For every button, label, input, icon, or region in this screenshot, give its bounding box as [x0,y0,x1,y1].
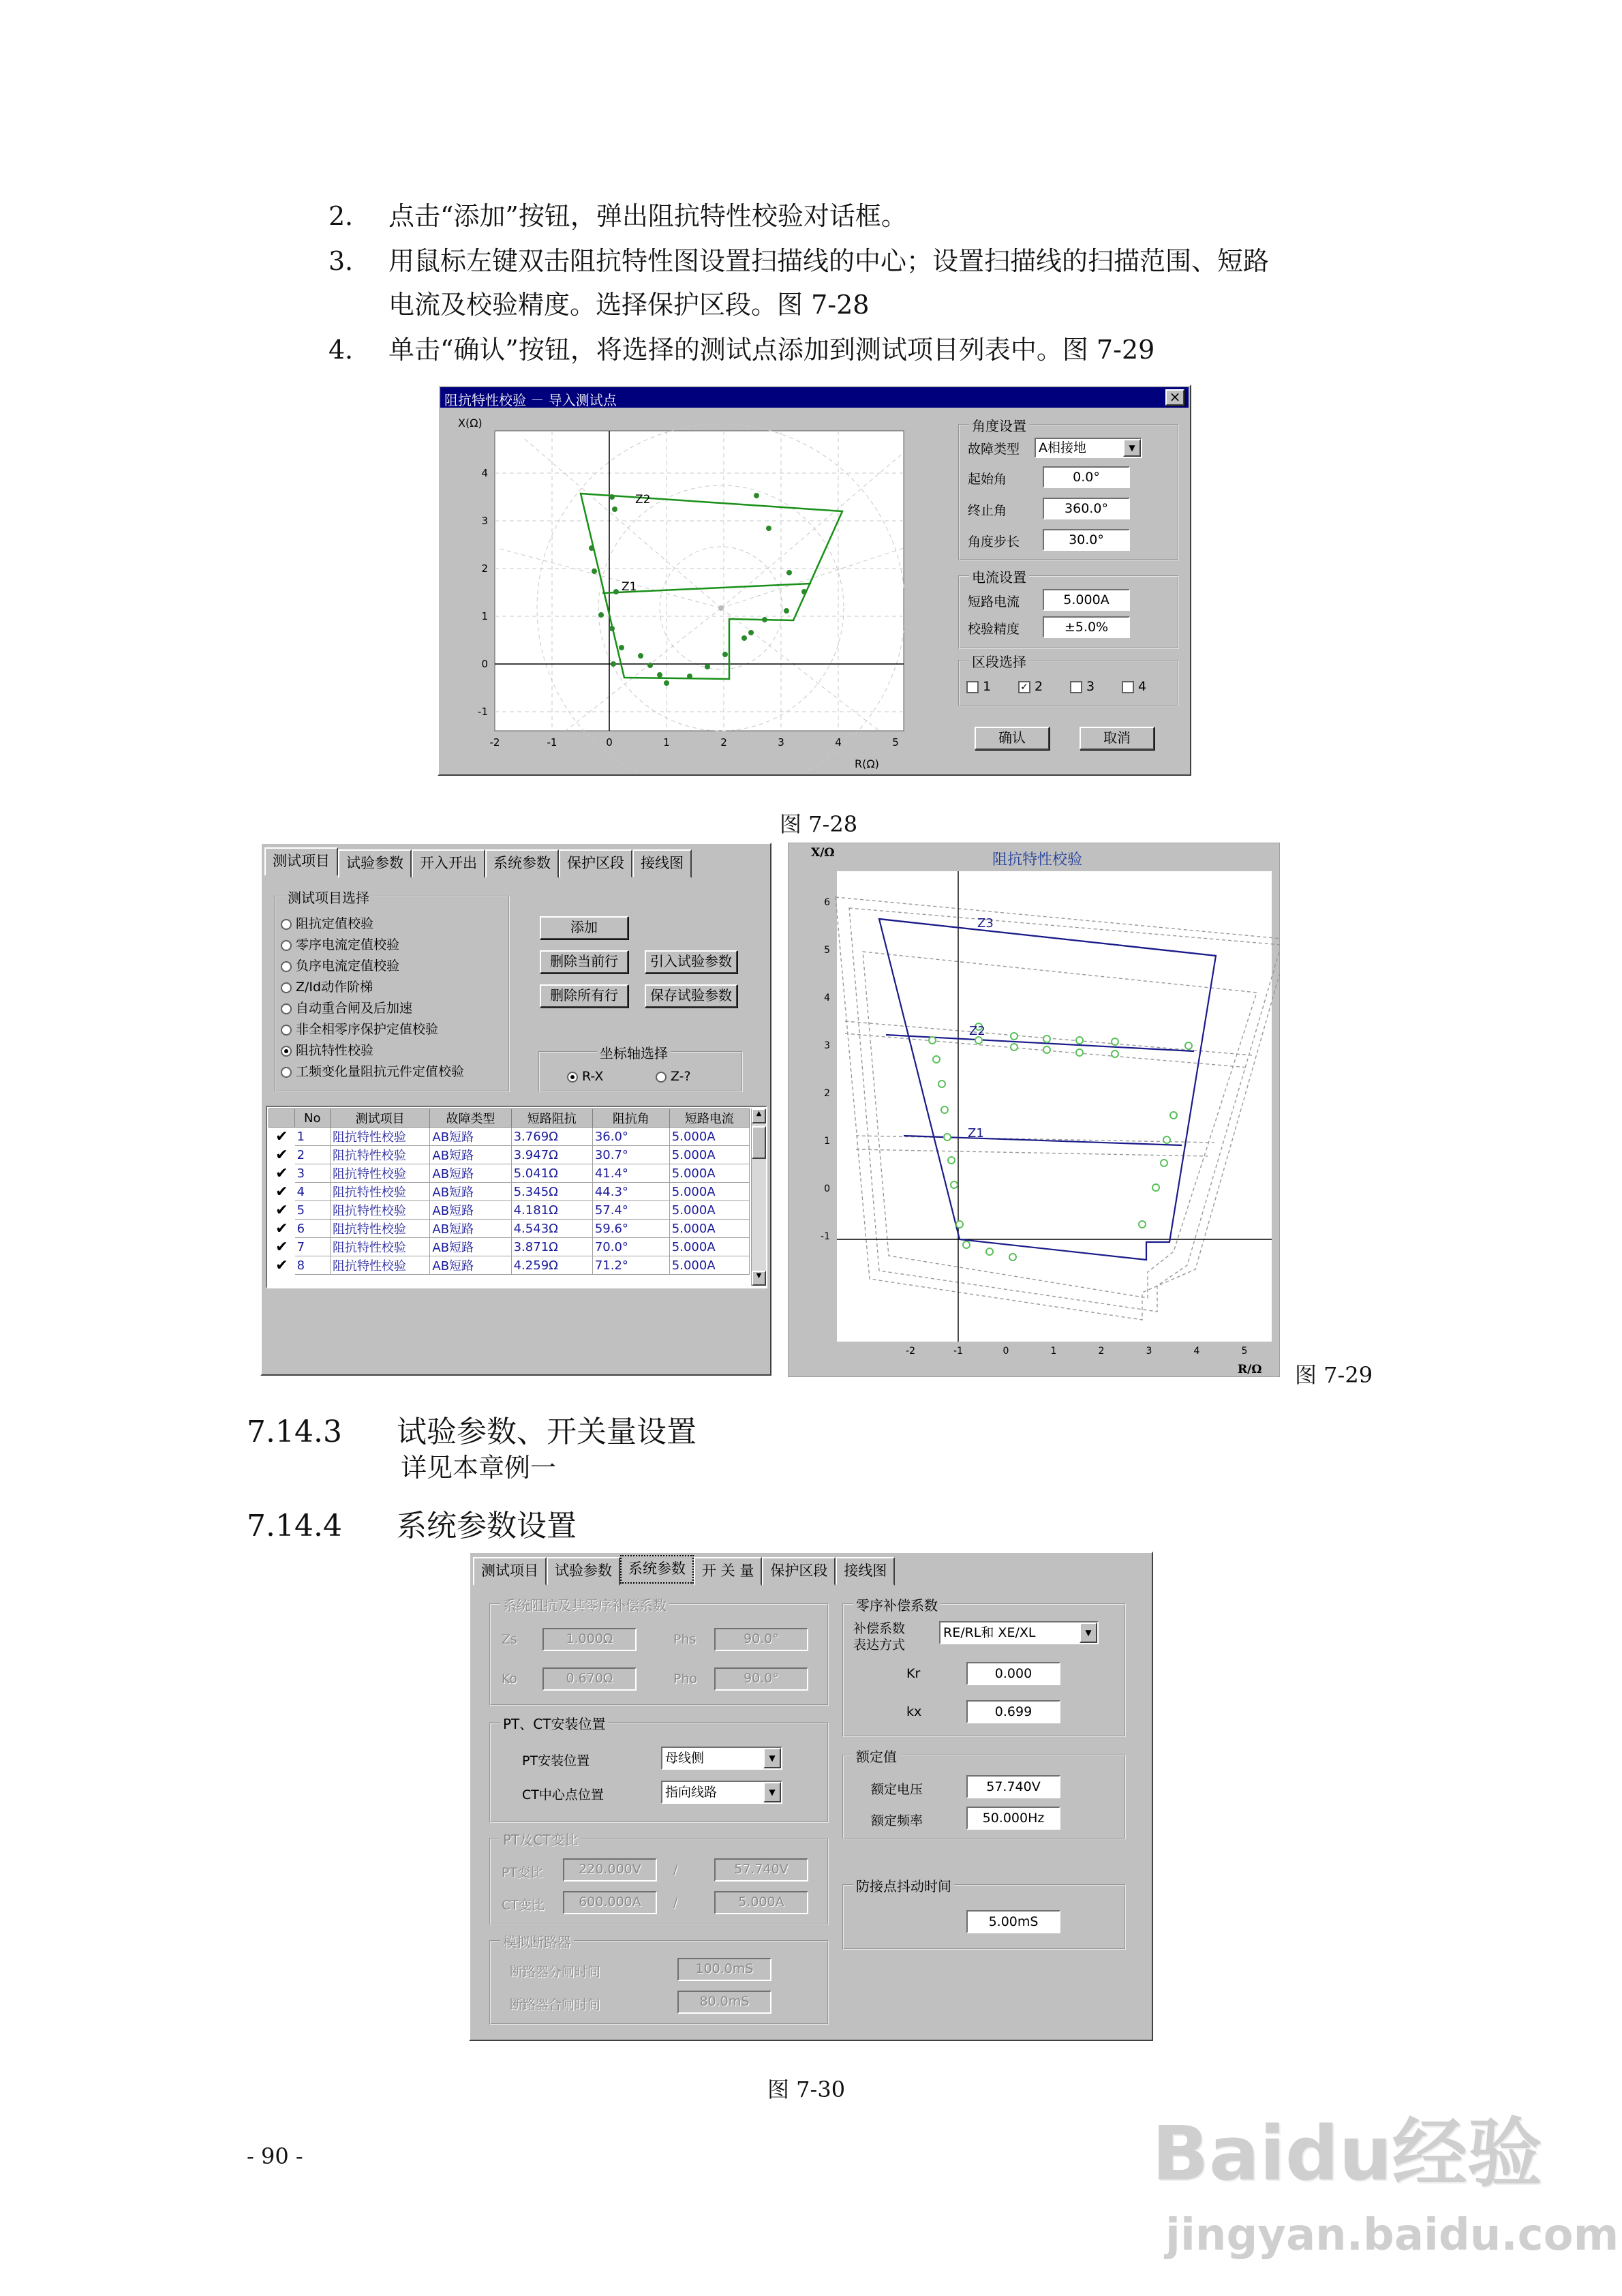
col-no[interactable]: No [294,1109,330,1128]
start-angle-input[interactable]: 0.0° [1043,466,1130,488]
table-cell: 4.259Ω [511,1256,592,1275]
tab-switches[interactable]: 开 关 量 [694,1557,762,1586]
table-cell: 4.543Ω [511,1220,592,1238]
tab-system-params[interactable]: 系统参数 [620,1555,694,1584]
expr-label-line1: 补偿系数 [853,1621,906,1636]
phs-input[interactable]: 90.0° [714,1628,808,1651]
radio-selected-icon [567,1072,578,1083]
fig30-tabs [473,1557,895,1586]
table-cell: AB短路 [430,1256,511,1275]
x-tick-label: 0 [1003,1346,1009,1357]
y-tick-label: 1 [824,1136,830,1147]
end-angle-label: 终止角 [968,503,1007,518]
test-item-group: 测试项目选择 阻抗定值校验 零序电流定值校验 负序电流定值校验 Z/Id动作阶梯 自动重合闸及后加速 非全相零序保护定值校验 阻抗特性校验 工频变化量阻抗元件定值校验 [274,896,510,1092]
table-cell: 71.2° [592,1256,669,1275]
col-impedance[interactable]: 短路阻抗 [511,1109,592,1128]
row-check-icon[interactable]: ✔ [269,1238,295,1256]
table-cell: 阻抗特性校验 [330,1220,429,1238]
pt-position-label: PT安装位置 [522,1753,590,1768]
fig28-x-axis-label: R(Ω) [855,757,879,770]
close-icon[interactable]: × [1165,389,1184,406]
col-fault[interactable]: 故障类型 [430,1109,511,1128]
ct-ratio-label: CT变比 [502,1898,545,1913]
table-cell: 阻抗特性校验 [330,1183,429,1201]
col-item[interactable]: 测试项目 [330,1109,429,1128]
pho-label: Pho [673,1672,698,1687]
tab-system-params[interactable]: 系统参数 [485,849,559,878]
fig29-tabs [264,849,692,878]
step-3: 3． 用鼠标左键双击阻抗特性图设置扫描线的中心；设置扫描线的扫描范围、短路 [328,246,1270,276]
start-angle-label: 起始角 [968,472,1007,487]
baidu-watermark-url: jingyan.baidu.com [1165,2210,1619,2261]
y-tick-label: 1 [481,610,488,622]
table-cell: 4 [294,1183,330,1201]
section-checkbox-3[interactable]: 3 [1070,679,1095,694]
fig29-zone-label-z2: Z2 [969,1024,985,1038]
fig29-chart-title: 阻抗特性校验 [992,851,1083,868]
x-tick-label: -2 [489,736,500,749]
tab-wiring[interactable]: 接线图 [836,1557,895,1586]
zs-label: Zs [502,1632,517,1647]
pt-position-select[interactable]: 母线侧 ▼ [661,1747,782,1770]
y-tick-label: 2 [824,1088,830,1099]
y-tick-label: 2 [481,562,488,575]
test-item-table [269,1108,750,1275]
confirm-button[interactable]: 确认 [975,727,1050,750]
fig28-y-axis-label: X(Ω) [458,417,483,429]
x-tick-label: 2 [720,736,727,749]
table-cell: 3.871Ω [511,1238,592,1256]
dialog-titlebar [440,387,1189,408]
rated-voltage-label: 额定电压 [871,1782,923,1797]
tab-test-params[interactable]: 试验参数 [338,849,412,878]
rated-frequency-input[interactable]: 50.000Hz [966,1807,1060,1830]
table-cell: 5.000A [669,1164,749,1183]
table-cell: 36.0° [592,1128,669,1146]
table-cell: 1 [294,1128,330,1146]
y-tick-label: 4 [824,993,830,1003]
ct-position-select[interactable]: 指向线路 ▼ [661,1781,782,1804]
rated-values-group: 额定值 额定电压 57.740V 额定频率 50.000Hz [842,1755,1126,1839]
rated-frequency-label: 额定频率 [871,1813,923,1828]
table-cell: 5 [294,1201,330,1220]
x-tick-label: 0 [606,736,613,749]
table-cell: AB短路 [430,1164,511,1183]
table-row[interactable] [269,1146,750,1164]
section-7-14-3: 7.14.3 试验参数、开关量设置 [247,1415,697,1449]
table-cell: 5.000A [669,1146,749,1164]
table-cell: 阻抗特性校验 [330,1128,429,1146]
row-check-icon[interactable]: ✔ [269,1201,295,1220]
fig28-zone-label-z2: Z2 [635,493,651,507]
table-row[interactable] [269,1128,750,1146]
table-scrollbar[interactable] [751,1108,766,1286]
axis-option-z[interactable]: Z-? [656,1069,691,1084]
precision-input[interactable]: ±5.0% [1043,616,1130,638]
ct-secondary-input[interactable]: 5.000A [714,1891,808,1914]
x-tick-label: -1 [547,736,557,749]
angle-step-input[interactable]: 30.0° [1043,529,1130,551]
row-check-icon[interactable]: ✔ [269,1128,295,1146]
kx-label: kx [906,1704,922,1719]
fig29-chart[interactable] [788,843,1280,1377]
table-row[interactable] [269,1256,750,1275]
checkbox-icon[interactable] [1122,681,1134,693]
table-row[interactable] [269,1183,750,1201]
expr-label-line2: 表达方式 [853,1637,906,1652]
system-params-panel [469,1552,1153,2041]
table-cell: 5.000A [669,1201,749,1220]
tab-protection-sections[interactable]: 保护区段 [762,1557,836,1586]
section-group: 区段选择 1 ✓ 2 3 4 [958,660,1179,706]
fig28-zone-label-z1: Z1 [622,580,637,594]
x-tick-label: 4 [1193,1346,1200,1357]
radio-icon [656,1072,667,1083]
option-zero-seq-current[interactable]: 零序电流定值校验 [281,935,399,953]
ko-input[interactable]: 0.670Ω [542,1667,637,1691]
fig28-plot[interactable] [443,412,909,773]
fig29-left-panel [260,843,771,1376]
pho-input[interactable]: 90.0° [714,1667,808,1691]
table-cell: 44.3° [592,1183,669,1201]
section-checkbox-2[interactable]: ✓ 2 [1018,679,1043,694]
ct-position-label: CT中心点位置 [522,1787,604,1802]
end-angle-input[interactable]: 360.0° [1043,498,1130,519]
fault-type-label: 故障类型 [968,442,1020,457]
table-cell: 阻抗特性校验 [330,1146,429,1164]
table-cell: 5.345Ω [511,1183,592,1201]
row-check-icon[interactable]: ✔ [269,1146,295,1164]
phs-label: Phs [673,1632,697,1647]
ct-primary-input[interactable]: 600.000A [563,1891,657,1914]
table-cell: 阻抗特性校验 [330,1201,429,1220]
step-3-continued: 电流及校验精度。选择保护区段。图 7-28 [388,290,870,320]
tab-io[interactable]: 开入开出 [412,849,485,878]
step-4: 4． 单击“确认”按钮，将选择的测试点添加到测试项目列表中。图 7-29 [328,335,1155,365]
angle-group: 角度设置 故障类型 A相接地 ▼ 起始角 0.0° 终止角 360.0° 角度步长 30.0° [958,424,1179,560]
table-cell: 7 [294,1238,330,1256]
y-tick-label: 4 [481,467,488,479]
x-tick-label: 3 [1146,1346,1152,1357]
table-cell: 阻抗特性校验 [330,1238,429,1256]
table-cell: 4.181Ω [511,1201,592,1220]
step-2: 2． 点击“添加”按钮，弹出阻抗特性校验对话框。 [328,201,907,231]
pt-primary-input[interactable]: 220.000V [563,1858,657,1882]
current-group: 电流设置 短路电流 5.000A 校验精度 ±5.0% [958,575,1179,649]
kr-label: Kr [906,1666,921,1681]
section-checkbox-4[interactable]: 4 [1122,679,1146,694]
table-cell: AB短路 [430,1183,511,1201]
impedance-dialog [438,384,1191,776]
pt-secondary-input[interactable]: 57.740V [714,1858,808,1882]
table-row[interactable] [269,1238,750,1256]
delete-all-rows-button[interactable]: 删除所有行 [540,984,628,1008]
section-checkbox-1[interactable]: 1 [966,679,991,694]
breaker-close-input[interactable]: 80.0mS [677,1991,771,2014]
kr-input[interactable]: 0.000 [966,1662,1060,1685]
radio-icon [281,919,292,930]
debounce-input[interactable]: 5.00mS [966,1910,1060,1933]
x-tick-label: 4 [835,736,842,749]
table-cell: 5.000A [669,1128,749,1146]
system-impedance-group: 系统阻抗及其零序补偿系数 Zs 1.000Ω Phs 90.0° Ko 0.670Ω Pho 90.0° [489,1603,829,1706]
table-cell: 6 [294,1220,330,1238]
pt-ratio-label: PT变比 [502,1865,544,1880]
scroll-thumb[interactable] [752,1126,766,1159]
fig30-caption: 图 7-30 [767,2076,846,2102]
option-impedance-setting[interactable]: 阻抗定值校验 [281,913,373,932]
angle-step-label: 角度步长 [968,534,1020,549]
radio-icon [281,1025,292,1036]
fault-type-select[interactable]: A相接地 ▼ [1035,438,1142,458]
table-cell: AB短路 [430,1220,511,1238]
radio-icon [281,961,292,972]
import-params-button[interactable]: 引入试验参数 [645,950,737,973]
table-cell: 2 [294,1146,330,1164]
radio-icon [281,940,292,951]
table-cell: 阻抗特性校验 [330,1256,429,1275]
y-tick-label: 0 [481,658,488,670]
breaker-group: 模拟断路器 断路器分闸时间 100.0mS 断路器合闸时间 80.0mS [489,1940,829,2025]
col-angle[interactable]: 阻抗角 [592,1109,669,1128]
fig29-zone-label-z1: Z1 [968,1126,984,1141]
table-cell: AB短路 [430,1201,511,1220]
fig29-x-axis-label: R/Ω [1238,1363,1262,1376]
y-tick-label: 3 [481,515,488,527]
ko-label: Ko [502,1672,518,1687]
section-7-14-4: 7.14.4 系统参数设置 [247,1509,577,1543]
ct-ratio-slash: / [673,1895,678,1910]
delete-current-row-button[interactable]: 删除当前行 [540,950,628,973]
radio-icon [281,1067,292,1078]
option-auto-reclose[interactable]: 自动重合闸及后加速 [281,998,412,1016]
scroll-down-icon[interactable]: ▼ [752,1271,766,1286]
radio-selected-icon [281,1046,292,1057]
row-check-icon[interactable]: ✔ [269,1183,295,1201]
table-cell: AB短路 [430,1238,511,1256]
x-tick-label: -1 [953,1346,963,1357]
chevron-down-icon[interactable]: ▼ [763,1782,781,1802]
x-tick-label: 5 [892,736,899,749]
table-cell: 57.4° [592,1201,669,1220]
table-cell: AB短路 [430,1128,511,1146]
short-current-label: 短路电流 [968,594,1020,609]
option-z-id-ladder[interactable]: Z/Id动作阶梯 [281,977,373,995]
row-check-icon[interactable]: ✔ [269,1220,295,1238]
tab-protection-sections[interactable]: 保护区段 [559,849,632,878]
checkbox-icon[interactable] [1070,681,1082,693]
table-cell: 5.000A [669,1220,749,1238]
breaker-open-input[interactable]: 100.0mS [677,1958,771,1981]
checkbox-icon[interactable] [966,681,979,693]
baidu-watermark-logo: Baidu经验 [1152,2110,1542,2197]
y-tick-label: 0 [824,1183,830,1194]
axis-option-rx[interactable]: R-X [567,1069,603,1084]
dialog-title: 阻抗特性校验 － 导入测试点 [444,392,617,408]
row-check-icon[interactable]: ✔ [269,1256,295,1275]
section-7-14-3-note: 详见本章例一 [401,1453,557,1483]
radio-icon [281,1003,292,1014]
table-cell: 5.041Ω [511,1164,592,1183]
debounce-group: 防接点抖动时间 5.00mS [842,1884,1126,1950]
table-row[interactable] [269,1220,750,1238]
zs-input[interactable]: 1.000Ω [542,1628,637,1651]
fig29-y-axis-label: X/Ω [811,846,835,860]
rated-voltage-input[interactable]: 57.740V [966,1775,1060,1798]
save-params-button[interactable]: 保存试验参数 [645,984,737,1008]
y-tick-label: 6 [824,897,830,908]
scroll-up-icon[interactable]: ▲ [752,1108,766,1123]
pt-ct-ratio-group: PT及CT变比 PT变比 220.000V / 57.740V CT变比 600.000A / 5.000A [489,1838,829,1925]
x-tick-label: 2 [1098,1346,1105,1357]
option-neg-seq-current[interactable]: 负序电流定值校验 [281,956,399,974]
x-tick-label: 5 [1241,1346,1248,1357]
x-tick-label: 3 [778,736,784,749]
fig29-zone-label-z3: Z3 [977,916,994,931]
table-cell: 5.000A [669,1238,749,1256]
y-tick-label: -1 [478,706,488,718]
pt-ratio-slash: / [673,1862,678,1877]
table-cell: 41.4° [592,1164,669,1183]
table-row[interactable] [269,1164,750,1183]
expr-select[interactable]: RE/RL和 XE/XL ▼ [939,1621,1099,1644]
tab-test-items[interactable]: 测试项目 [264,847,338,876]
chevron-down-icon[interactable]: ▼ [1123,439,1141,457]
table-cell: 阻抗特性校验 [330,1164,429,1183]
page-number: - 90 - [247,2143,303,2169]
fig29-caption: 图 7-29 [1295,1362,1373,1388]
kx-input[interactable]: 0.699 [966,1700,1060,1723]
row-check-icon[interactable]: ✔ [269,1164,295,1183]
tab-wiring[interactable]: 接线图 [632,849,692,878]
table-cell: 8 [294,1256,330,1275]
y-tick-label: 5 [824,945,830,956]
tab-test-items[interactable]: 测试项目 [473,1557,547,1586]
table-cell: 59.6° [592,1220,669,1238]
chevron-down-icon[interactable]: ▼ [1080,1622,1097,1643]
y-tick-label: 3 [824,1040,830,1051]
x-tick-label: 1 [663,736,670,749]
x-tick-label: 1 [1050,1346,1057,1357]
radio-icon [281,982,292,993]
checkbox-checked-icon[interactable]: ✓ [1018,681,1030,693]
table-row[interactable] [269,1201,750,1220]
tab-test-params[interactable]: 试验参数 [547,1557,620,1586]
precision-label: 校验精度 [968,622,1020,637]
y-tick-label: -1 [821,1231,830,1242]
pt-ct-position-group: PT、CT安装位置 PT安装位置 母线侧 ▼ CT中心点位置 指向线路 ▼ [489,1722,829,1823]
table-cell: 30.7° [592,1146,669,1164]
x-tick-label: -2 [906,1346,915,1357]
table-cell: AB短路 [430,1146,511,1164]
breaker-open-label: 断路器分闸时间 [510,1965,601,1980]
axis-select-group: 坐标轴选择 R-X Z-? [538,1051,743,1092]
table-cell: 3.769Ω [511,1128,592,1146]
table-cell: 5.000A [669,1256,749,1275]
short-current-input[interactable]: 5.000A [1043,589,1130,611]
breaker-close-label: 断路器合闸时间 [510,1997,601,2012]
option-impedance-characteristic[interactable]: 阻抗特性校验 [281,1040,373,1059]
table-cell: 3.947Ω [511,1146,592,1164]
fig28-caption: 图 7-28 [780,811,858,837]
option-non-full-phase[interactable]: 非全相零序保护定值校验 [281,1019,438,1038]
col-current[interactable]: 短路电流 [669,1109,749,1128]
chevron-down-icon[interactable]: ▼ [763,1748,781,1768]
zero-seq-comp-group: 零序补偿系数 补偿系数 表达方式 RE/RL和 XE/XL ▼ Kr 0.000 kx 0.699 [842,1603,1126,1737]
option-power-freq-variation[interactable]: 工频变化量阻抗元件定值校验 [281,1061,464,1080]
cancel-button[interactable]: 取消 [1080,727,1154,750]
table-cell: 3 [294,1164,330,1183]
table-cell: 5.000A [669,1183,749,1201]
table-cell: 70.0° [592,1238,669,1256]
add-button[interactable]: 添加 [540,916,628,939]
